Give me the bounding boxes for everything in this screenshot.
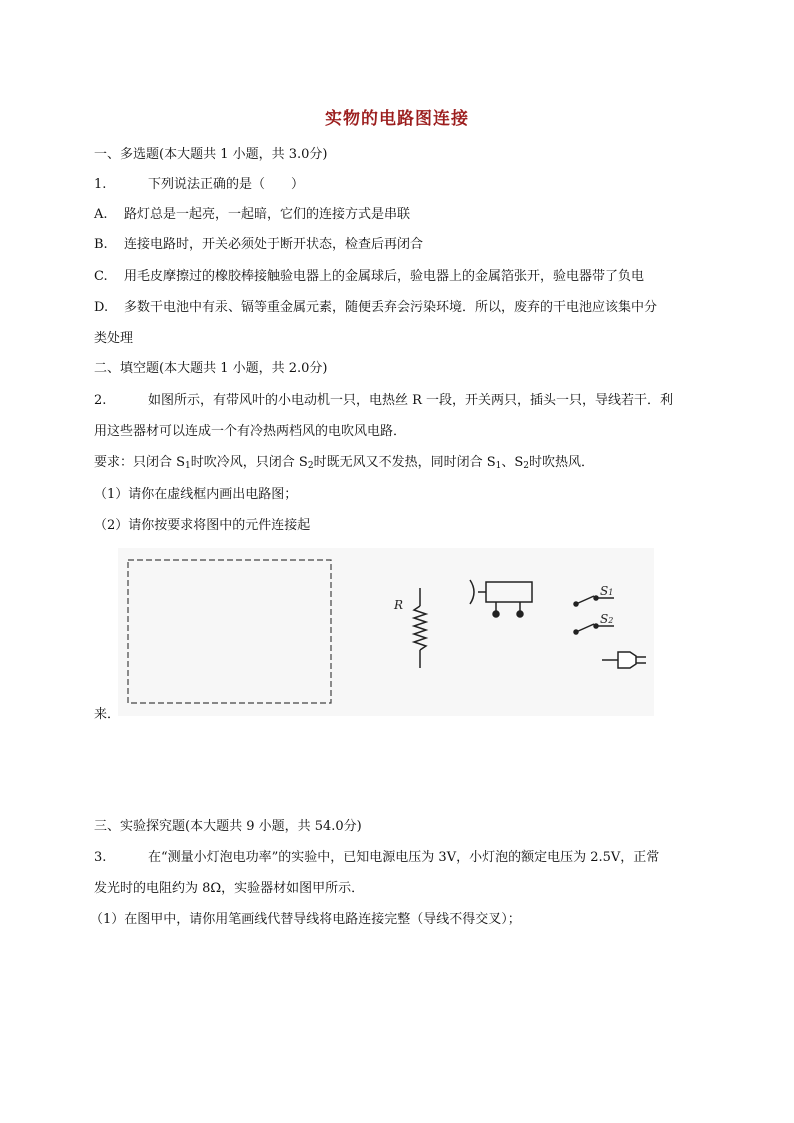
question-3-part-1: （1）在图甲中，请你用笔画线代替导线将电路连接完整（导线不得交叉）； bbox=[90, 912, 521, 927]
question-text: 下列说法正确的是（ ） bbox=[148, 177, 305, 192]
requirement-text: 时吹冷风，只闭合 S bbox=[190, 455, 308, 470]
option-label: D. bbox=[94, 300, 109, 315]
question-number: 3. bbox=[94, 850, 107, 865]
requirement-text: 时既无风又不发热，同时闭合 S bbox=[313, 455, 496, 470]
question-text: 在“测量小灯泡电功率”的实验中，已知电源电压为 3V，小灯泡的额定电压为 2.5V，正常 bbox=[148, 850, 660, 865]
question-number: 2. bbox=[94, 393, 107, 408]
circuit-figure-svg bbox=[118, 548, 654, 716]
switch-subscript: 1 bbox=[608, 588, 614, 597]
question-1-stem bbox=[94, 176, 304, 194]
section-heading-multiple-choice: 一、多选题(本大题共 1 小题，共 3.0分) bbox=[94, 147, 328, 162]
question-2-part-2-continued: 来． bbox=[94, 707, 121, 722]
option-a bbox=[94, 206, 410, 224]
resistor-label: R bbox=[394, 598, 404, 612]
switch-letter: S bbox=[600, 584, 609, 598]
question-3-line-1 bbox=[94, 849, 659, 867]
question-2-line-1 bbox=[94, 392, 673, 410]
switch-subscript: 2 bbox=[608, 616, 614, 625]
option-text: 路灯总是一起亮，一起暗，它们的连接方式是串联 bbox=[124, 207, 411, 222]
section-heading-experiment: 三、实验探究题(本大题共 9 小题，共 54.0分) bbox=[94, 819, 362, 834]
question-number: 1. bbox=[94, 177, 107, 192]
option-label: B. bbox=[94, 237, 108, 252]
switch-s2-label bbox=[600, 612, 613, 626]
question-2-line-2: 用这些器材可以连成一个有冷热两档风的电吹风电路． bbox=[94, 424, 407, 439]
document-title: 实物的电路图连接 bbox=[325, 109, 469, 129]
question-2-part-1: （1）请你在虚线框内画出电路图； bbox=[94, 487, 298, 502]
requirement-text: 要求：只闭合 S bbox=[94, 455, 186, 470]
option-d-continued: 类处理 bbox=[94, 331, 134, 346]
option-text: 多数干电池中有汞、镉等重金属元素，随便丢弃会污染环境．所以，废弃的干电池应该集中分 bbox=[124, 300, 658, 315]
option-label: C. bbox=[94, 269, 108, 284]
requirement-text: 、S bbox=[501, 455, 524, 470]
option-label: A. bbox=[94, 207, 108, 222]
requirement-text: 时吹热风． bbox=[528, 455, 594, 470]
subscript: 1 bbox=[495, 461, 502, 471]
option-d bbox=[94, 299, 657, 317]
option-b bbox=[94, 236, 423, 254]
switch-letter: S bbox=[600, 612, 609, 626]
question-2-part-2: （2）请你按要求将图中的元件连接起 bbox=[94, 518, 311, 533]
switch-s1-label bbox=[600, 584, 613, 598]
subscript: 1 bbox=[185, 461, 191, 471]
option-text: 用毛皮摩擦过的橡胶棒接触验电器上的金属球后，验电器上的金属箔张开，验电器带了负电 bbox=[124, 269, 645, 284]
option-c bbox=[94, 268, 644, 286]
section-heading-fill-in: 二、填空题(本大题共 1 小题，共 2.0分) bbox=[94, 361, 328, 376]
circuit-components-figure bbox=[118, 548, 654, 716]
subscript: 2 bbox=[523, 461, 529, 471]
subscript: 2 bbox=[307, 461, 314, 471]
option-text: 连接电路时，开关必须处于断开状态，检查后再闭合 bbox=[124, 237, 424, 252]
question-3-line-2: 发光时的电阻约为 8Ω，实验器材如图甲所示． bbox=[94, 881, 365, 896]
question-text: 如图所示，有带风叶的小电动机一只，电热丝 R 一段，开关两只，插头一只，导线若干．利 bbox=[148, 393, 674, 408]
question-2-requirement bbox=[94, 454, 594, 475]
